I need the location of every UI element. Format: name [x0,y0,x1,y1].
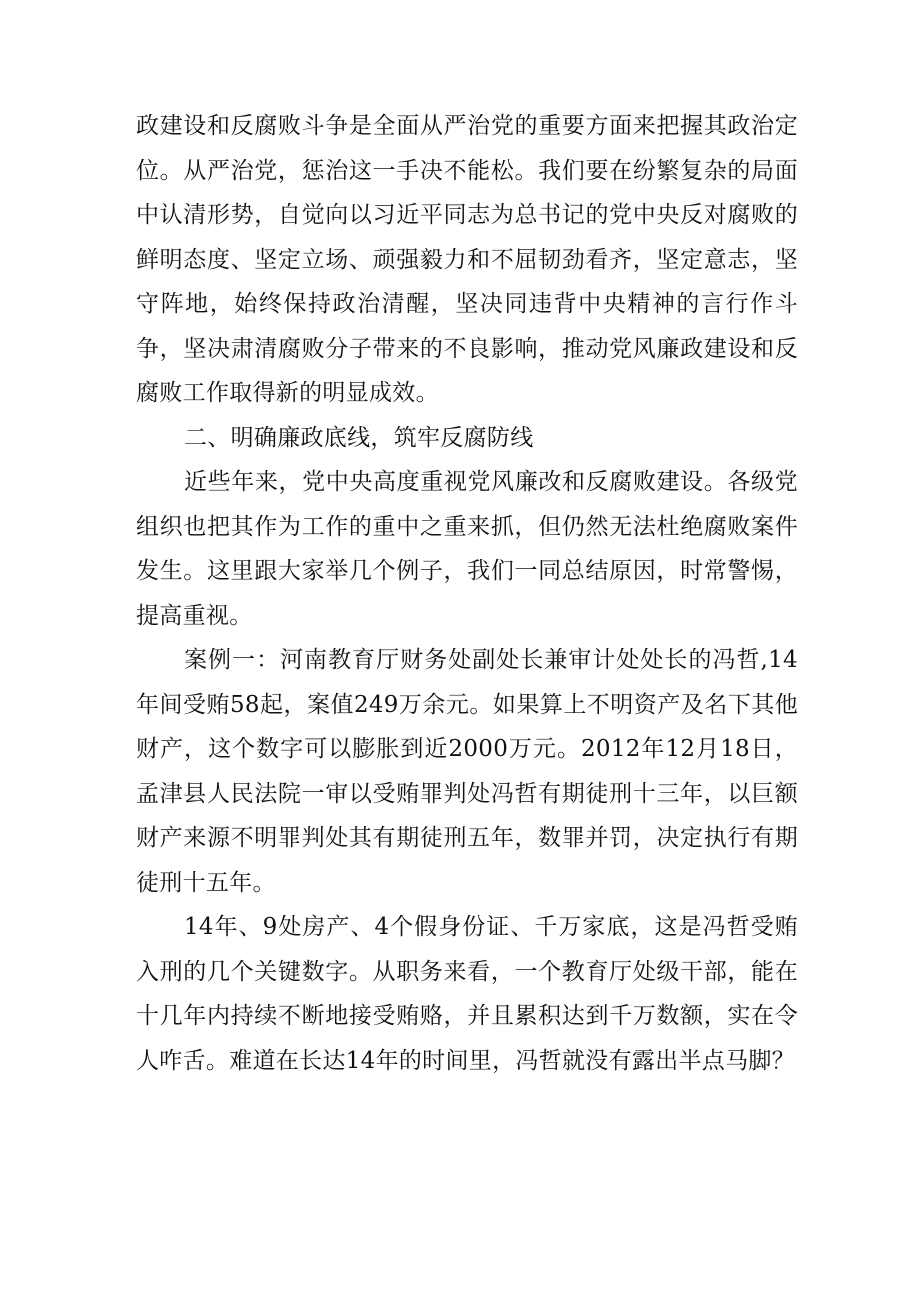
section-heading: 二、明确廉政底线，筑牢反腐防线 [184,424,534,451]
paragraph-case-one: 案例一：河南教育厅财务处副处长兼审计处处长的冯哲,14年间受贿58起，案值249万余元。如果算上不明资产及名下其他财产，这个数字可以膨胀到近2000万元。2012年12月18日，孟津县人民法院一审以受贿罪判处冯哲有期徒刑十三年，以巨额财产来源不明罪判处其有期徒刑五年，数罪并罚，决定执行有期徒刑十五年。 [136,647,798,896]
paragraph-intro: 近些年来，党中央高度重视党风廉改和反腐败建设。各级党组织也把其作为工作的重中之重来抓，但仍然无法杜绝腐败案件发生。这里跟大家举几个例子，我们一同总结原因，时常警惕，提高重视。 [136,469,798,629]
document-page [136,104,798,1083]
paragraph-continued: 政建设和反腐败斗争是全面从严治党的重要方面来把握其政治定位。从严治党，惩治这一手决不能松。我们要在纷繁复杂的局面中认清形势，自觉向以习近平同志为总书记的党中央反对腐败的鲜明态度、坚定立场、顽强毅力和不屈韧劲看齐，坚定意志，坚守阵地，始终保持政治清醒，坚决同违背中央精神的言行作斗争，坚决肃清腐败分子带来的不良影响，推动党风廉政建设和反腐败工作取得新的明显成效。 [136,113,798,406]
paragraph-analysis: 14年、9处房产、4个假身份证、千万家底，这是冯哲受贿入刑的几个关键数字。从职务来看，一个教育厅处级干部，能在十几年内持续不断地接受贿赂，并且累积达到千万数额，实在令人咋舌。难道在长达14年的时间里，冯哲就没有露出半点马脚？ [136,914,798,1074]
